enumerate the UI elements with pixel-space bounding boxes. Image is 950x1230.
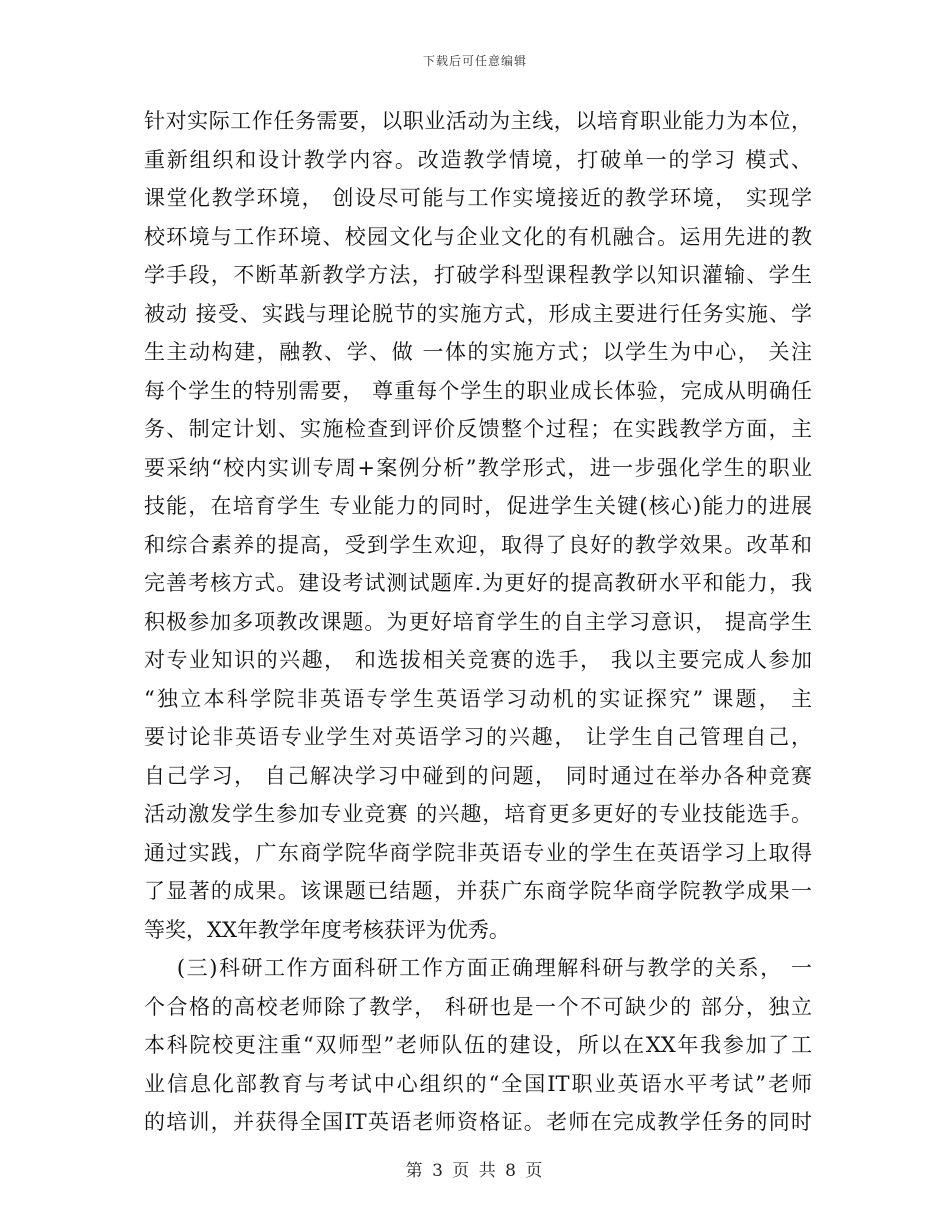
text-line: 个合格的高校老师除了教学， 科研也是一个不可缺少的 部分，独立: [144, 994, 812, 1019]
text-line: 重新组织和设计教学内容。改造教学情境，打破单一的学习 模式、: [144, 147, 812, 172]
page-number-footer: 第 3 页 共 8 页: [405, 1161, 545, 1181]
text-line: 校环境与工作环境、校园文化与企业文化的有机融合。运用先进的教: [144, 224, 812, 249]
text-line: 要采纳“校内实训专周+案例分析”教学形式，进一步强化学生的职业: [144, 455, 812, 480]
text-line: 的培训，并获得全国IT英语老师资格证。老师在完成教学任务的同时: [144, 1110, 812, 1134]
text-line: 积极参加多项教改课题。为更好培育学生的自主学习意识， 提高学生: [144, 609, 812, 634]
paragraph-end-line: 等奖，XX年教学年度考核获评为优秀。: [144, 917, 510, 942]
text-line: 业信息化部教育与考试中心组织的“全国IT职业英语水平考试”老师: [144, 1071, 812, 1096]
text-line: 自己学习， 自己解决学习中碰到的问题， 同时通过在举办各种竞赛: [144, 763, 812, 788]
text-line: 通过实践，广东商学院华商学院非英语专业的学生在英语学习上取得: [144, 840, 812, 865]
text-line: 要讨论非英语专业学生对英语学习的兴趣， 让学生自己管理自己，: [144, 725, 812, 749]
text-line: 和综合素养的提高，受到学生欢迎，取得了良好的教学效果。改革和: [144, 532, 812, 557]
text-line: 务、制定计划、实施检查到评价反馈整个过程；在实践教学方面，主: [144, 417, 812, 441]
text-line: (三)科研工作方面科研工作方面正确理解科研与教学的关系， 一: [144, 956, 812, 980]
document-body: [144, 102, 812, 1142]
text-line: 了显著的成果。该课题已结题，并获广东商学院华商学院教学成果一: [144, 879, 812, 903]
text-line: 被动 接受、实践与理论脱节的实施方式，形成主要进行任务实施、学: [144, 301, 812, 326]
text-line: 完善考核方式。建设考试测试题库.为更好的提高教研水平和能力，我: [144, 571, 812, 595]
text-line: 每个学生的特别需要， 尊重每个学生的职业成长体验，完成从明确任: [144, 378, 812, 403]
text-line: 对专业知识的兴趣， 和选拔相关竞赛的选手， 我以主要完成人参加: [144, 648, 812, 672]
text-line: “独立本科学院非英语专学生英语学习动机的实证探究” 课题， 主: [144, 686, 812, 711]
text-line: 活动激发学生参加专业竞赛 的兴趣，培育更多更好的专业技能选手。: [144, 802, 812, 826]
text-line: 课堂化教学环境， 创设尽可能与工作实境接近的教学环境， 实现学: [144, 186, 812, 210]
page-header: 下载后可任意编辑: [422, 54, 527, 68]
text-line: 学手段，不断革新教学方法，打破学科型课程教学以知识灌输、学生: [144, 263, 812, 287]
text-line: 技能，在培育学生 专业能力的同时，促进学生关键(核心)能力的进展: [144, 494, 812, 518]
text-line: 本科院校更注重“双师型”老师队伍的建设，所以在XX年我参加了工: [144, 1033, 812, 1057]
text-line: 生主动构建，融教、学、做 一体的实施方式；以学生为中心， 关注: [144, 340, 812, 364]
text-line: 针对实际工作任务需要，以职业活动为主线，以培育职业能力为本位，: [144, 109, 812, 133]
